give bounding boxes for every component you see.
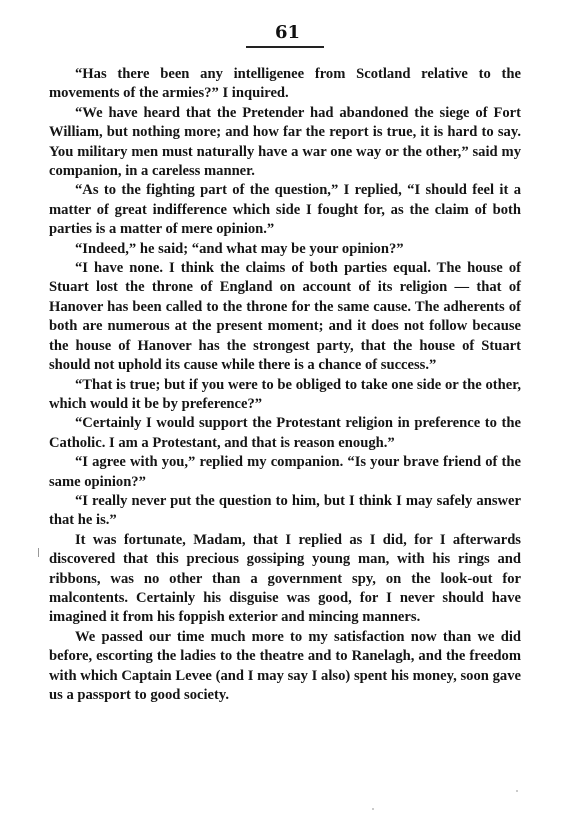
paragraph: “That is true; but if you were to be obliged to take one side or the other, which would it be by preference?” [49,376,521,412]
paper-speck [516,790,518,792]
page-number: 61 [274,22,301,43]
paragraph: “Indeed,” he said; “and what may be your opinion?” [75,240,404,257]
paragraph: “I really never put the question to him, but I think I may safely answer that he is.” [49,492,521,529]
paragraph: “Certainly I would support the Protestant religion in preference to the Catholic. I am a Protestant, and that is reason enough.” [49,415,521,451]
paragraph: “Has there been any intelligenee from Scotland relative to the movements of the armies?” I inquired. [49,66,521,102]
header-rule [246,46,324,48]
paragraph: It was fortunate, Madam, that I replied as I did, for I afterwards discovered that this precious gossiping young man, with his rings and ribbons, was no other than a government spy, on the look-out for malcontents. Certainly his disguise was good, for I never should have imagined it from his foppish exterior and mincing manners. [49,531,521,626]
margin-mark [38,548,39,557]
paragraph: “As to the fighting part of the question,” I replied, “I should feel it a matter of great indifference which side I fought for, as the claim of both parties is a matter of mere opinion.” [49,182,521,238]
paper-speck [372,808,374,810]
paragraph: “I agree with you,” replied my companion. “Is your brave friend of the same opinion?” [49,454,521,490]
page-text [49,65,521,705]
paragraph: “I have none. I think the claims of both parties equal. The house of Stuart lost the throne of England on account of its religion — that of Hanover has been called to the throne for the same cause. The adherents of both are numerous at the present moment; and it does not follow because the house of Hanover has the strongest party, that the house of Stuart should not uphold its cause while there is a chance of success.” [49,260,521,374]
paragraph: “We have heard that the Pretender had abandoned the siege of Fort William, but nothing more; and how far the report is true, it is hard to say. You military men must naturally have a war one way or the other,” said my companion, in a careless manner. [49,104,521,180]
paragraph: We passed our time much more to my satisfaction now than we did before, escorting the ladies to the theatre and to Ranelagh, and the freedom with which Captain Levee (and I may say I also) spent his money, soon gave us a passport to good society. [49,628,521,703]
